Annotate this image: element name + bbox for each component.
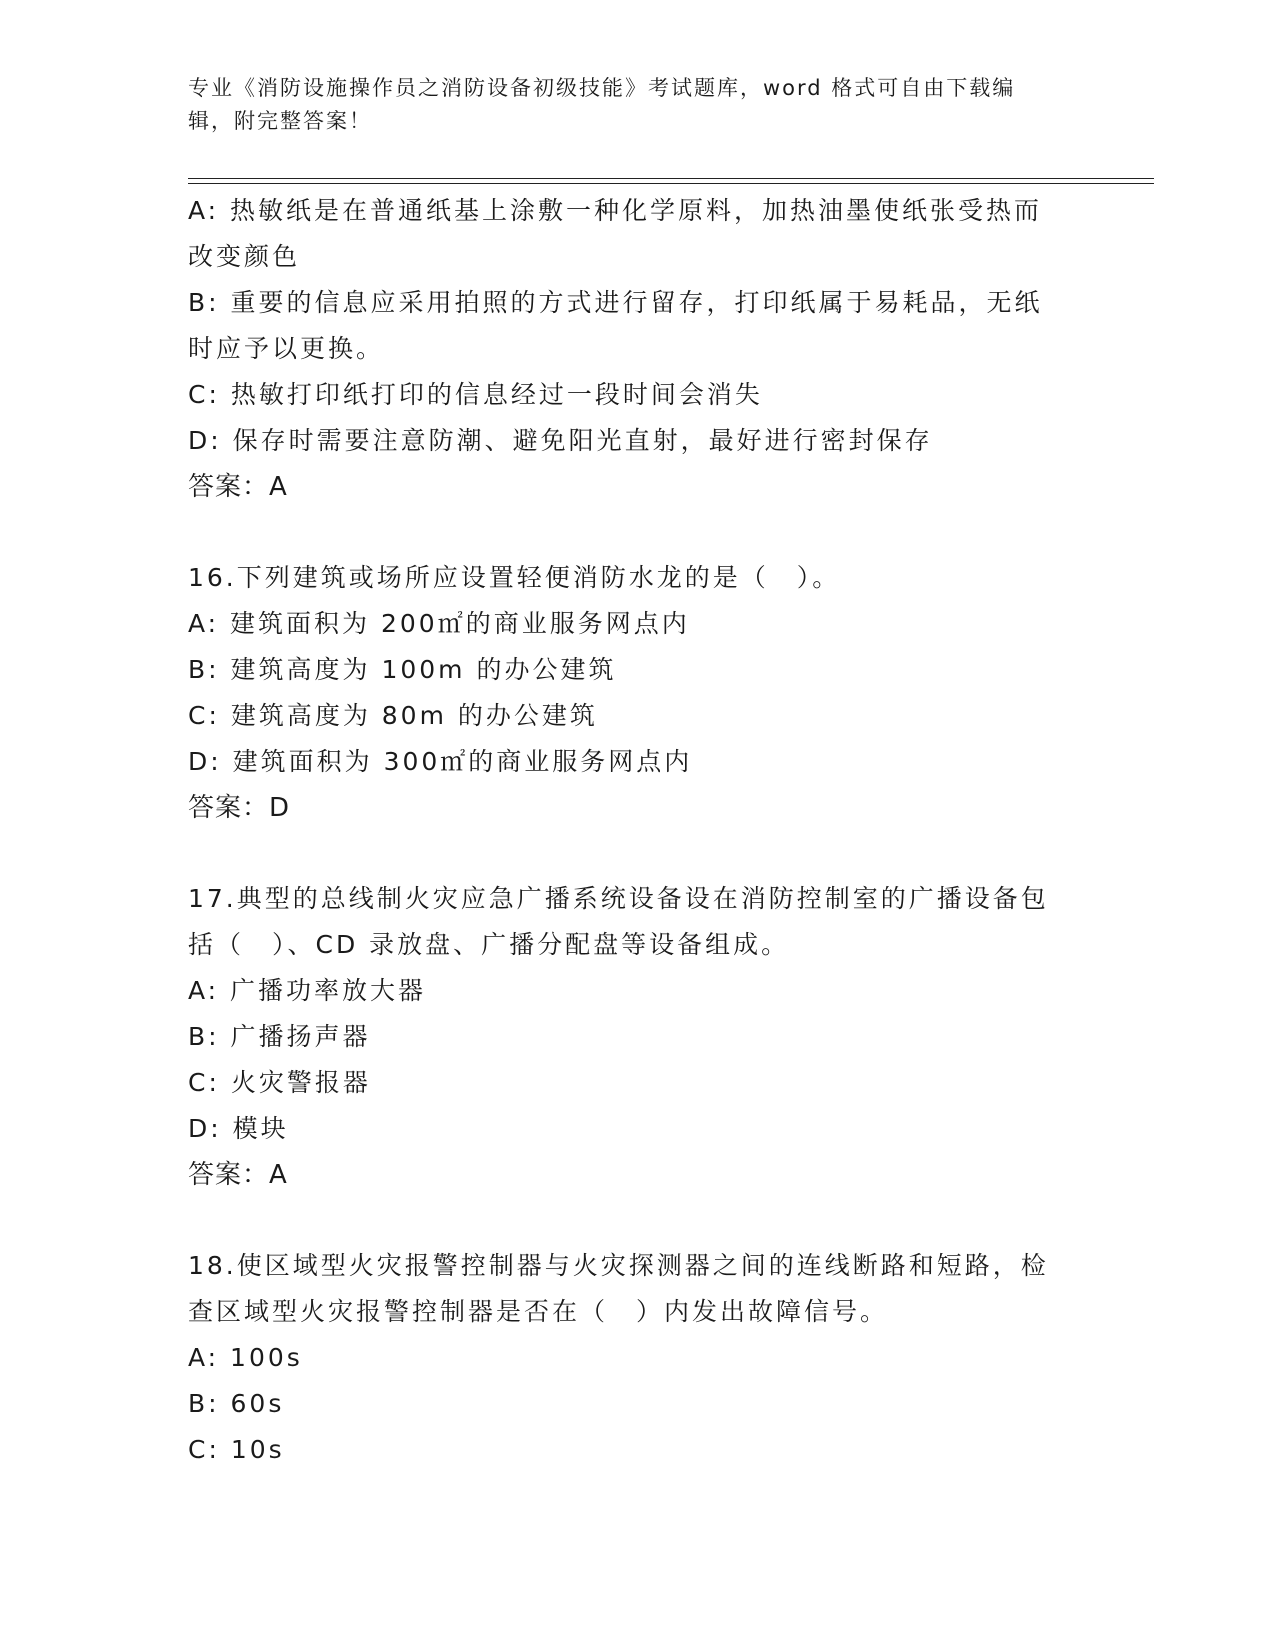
question-18 xyxy=(188,1243,1088,1473)
question-text-line-2: 括（ ）、CD 录放盘、广播分配盘等设备组成。 xyxy=(188,930,790,959)
option-b-line-1: B: 重要的信息应采用拍照的方式进行留存，打印纸属于易耗品，无纸 xyxy=(188,288,1043,317)
question-list xyxy=(188,188,1088,1473)
option-c: C: 火灾警报器 xyxy=(188,1068,371,1097)
document-header xyxy=(188,72,1068,138)
option-a-line-2: 改变颜色 xyxy=(188,242,301,271)
option-b: B: 60s xyxy=(188,1389,285,1418)
question-16 xyxy=(188,555,1088,831)
question-text-line-1: 17.典型的总线制火灾应急广播系统设备设在消防控制室的广播设备包 xyxy=(188,884,1049,913)
option-b-line-2: 时应予以更换。 xyxy=(188,334,385,363)
question-15 xyxy=(188,188,1088,510)
option-a-line-1: A: 热敏纸是在普通纸基上涂敷一种化学原料，加热油墨使纸张受热而 xyxy=(188,196,1043,225)
option-a: A: 建筑面积为 200㎡的商业服务网点内 xyxy=(188,609,690,638)
header-line-1: 专业《消防设施操作员之消防设备初级技能》考试题库，word 格式可自由下载编 xyxy=(188,76,1016,100)
option-a: A: 广播功率放大器 xyxy=(188,976,427,1005)
answer: 答案：A xyxy=(188,472,288,502)
question-17 xyxy=(188,876,1088,1198)
question-text-line-1: 18.使区域型火灾报警控制器与火灾探测器之间的连线断路和短路，检 xyxy=(188,1251,1049,1280)
spacer xyxy=(188,1198,1088,1243)
header-divider-top xyxy=(188,178,1154,179)
option-c: C: 10s xyxy=(188,1435,285,1464)
answer: 答案：A xyxy=(188,1160,288,1190)
option-a: A: 100s xyxy=(188,1343,303,1372)
question-text-line-2: 查区域型火灾报警控制器是否在（ ）内发出故障信号。 xyxy=(188,1297,889,1326)
option-b: B: 广播扬声器 xyxy=(188,1022,371,1051)
option-c: C: 建筑高度为 80m 的办公建筑 xyxy=(188,701,598,730)
option-d: D: 保存时需要注意防潮、避免阳光直射，最好进行密封保存 xyxy=(188,426,933,455)
option-b: B: 建筑高度为 100m 的办公建筑 xyxy=(188,655,617,684)
option-d: D: 建筑面积为 300㎡的商业服务网点内 xyxy=(188,747,693,776)
header-line-2: 辑，附完整答案！ xyxy=(188,109,372,133)
option-d: D: 模块 xyxy=(188,1114,289,1143)
spacer xyxy=(188,831,1088,876)
question-text: 16.下列建筑或场所应设置轻便消防水龙的是（ ）。 xyxy=(188,563,841,592)
answer: 答案：D xyxy=(188,793,291,823)
header-divider-bottom xyxy=(188,183,1154,184)
option-c: C: 热敏打印纸打印的信息经过一段时间会消失 xyxy=(188,380,763,409)
spacer xyxy=(188,510,1088,555)
